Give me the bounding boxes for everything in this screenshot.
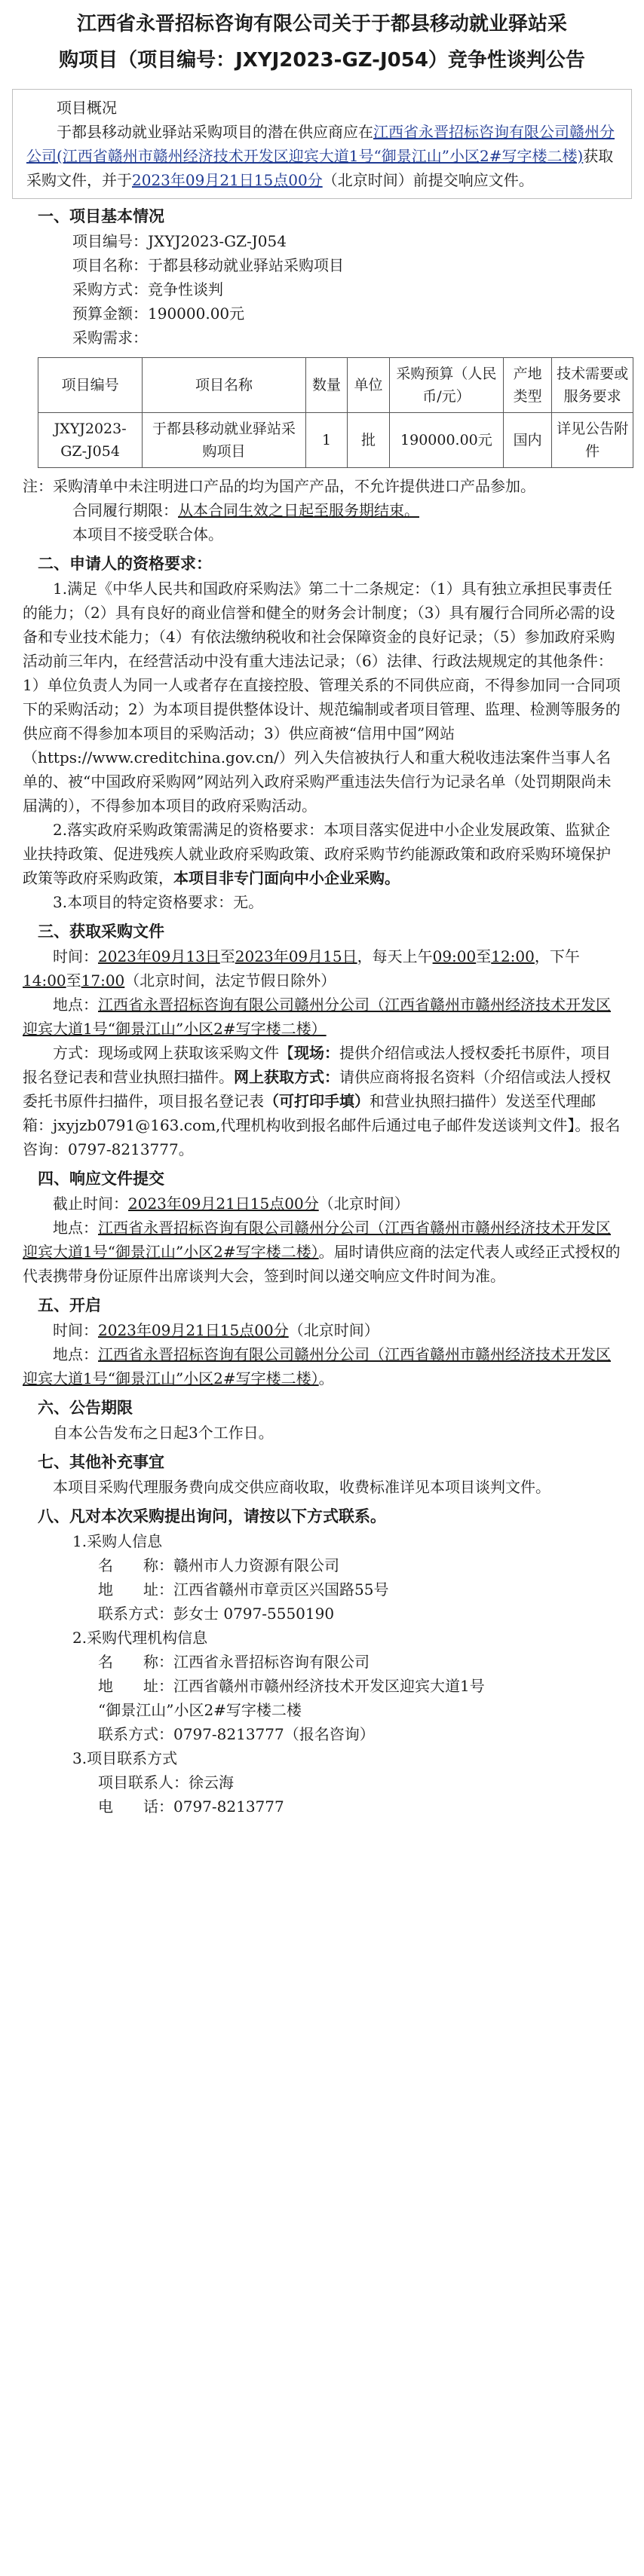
table-cell: 于都县移动就业驿站采购项目 bbox=[143, 413, 306, 468]
section-contacts bbox=[0, 1504, 644, 1819]
notice-period-text: 自本公告发布之日起3个工作日。 bbox=[53, 1424, 274, 1442]
buyer-name: 名 称：赣州市人力资源有限公司 bbox=[98, 1556, 339, 1574]
overview-place: 江西省永晋招标咨询有限公司赣州分公司(江西省赣州市赣州经济技术开发区迎宾大道1号“御景江山”小区2#写字楼二楼) bbox=[26, 123, 615, 165]
table-header-row bbox=[38, 358, 633, 413]
col-header: 采购预算（人民币/元） bbox=[389, 358, 503, 413]
place-value: 江西省永晋招标咨询有限公司赣州分公司（江西省赣州市赣州经济技术开发区迎宾大道1号“御景江山”小区2#写字楼二楼） bbox=[23, 996, 611, 1038]
text: 网上获取方式： bbox=[234, 1068, 339, 1086]
qualification-item-3: 3.本项目的特定资格要求：无。 bbox=[53, 893, 264, 911]
text: 请供应商将报名资料（介绍信或法人授权委托书原件扫描件，项目报名登记表 bbox=[23, 1068, 611, 1110]
overview-text-b: 获取采购文件，并于 bbox=[26, 147, 614, 189]
section-opening bbox=[0, 1293, 644, 1390]
table-cell: JXYJ2023-GZ-J054 bbox=[38, 413, 143, 468]
section-basic-info bbox=[0, 203, 644, 546]
text: 方式：现场或网上获取该采购文件【 bbox=[53, 1044, 294, 1062]
section-obtain-documents bbox=[0, 919, 644, 1161]
text: （可打印手填） bbox=[264, 1092, 370, 1110]
agent-label: 2.采购代理机构信息 bbox=[72, 1629, 208, 1647]
buyer-address: 地 址：江西省赣州市章贡区兴国路55号 bbox=[98, 1580, 389, 1599]
section-qualification bbox=[0, 551, 644, 914]
buyer-contact: 联系方式：彭女士 0797-5550190 bbox=[98, 1605, 335, 1623]
text: （北京时间，法定节假日除外） bbox=[124, 971, 336, 990]
text: 至 bbox=[219, 947, 235, 965]
col-header: 项目编号 bbox=[38, 358, 143, 413]
project-contact-label: 3.项目联系方式 bbox=[72, 1749, 178, 1767]
table-cell: 国内 bbox=[504, 413, 552, 468]
budget-amount: 预算金额：190000.00元 bbox=[72, 304, 245, 323]
text: 现场： bbox=[294, 1044, 339, 1062]
place-value: 江西省永晋招标咨询有限公司赣州分公司（江西省赣州市赣州经济技术开发区迎宾大道1号“御景江山”小区2#写字楼二楼） bbox=[23, 1219, 611, 1261]
text: ，每天上午 bbox=[357, 947, 433, 965]
text: （北京时间） bbox=[288, 1321, 379, 1339]
procurement-needs-label: 采购需求： bbox=[72, 329, 148, 347]
submission-deadline bbox=[23, 1192, 621, 1216]
section-heading: 六、公告期限 bbox=[38, 1399, 133, 1417]
col-header: 产地类型 bbox=[504, 358, 552, 413]
text: （北京时间） bbox=[318, 1195, 409, 1213]
afternoon-start: 14:00 bbox=[23, 971, 66, 990]
agent-address: 地 址：江西省赣州市赣州经济技术开发区迎宾大道1号 bbox=[98, 1677, 485, 1695]
afternoon-end: 17:00 bbox=[81, 971, 125, 990]
text: 至 bbox=[476, 947, 492, 965]
procurement-method: 采购方式：竞争性谈判 bbox=[72, 280, 223, 298]
obtain-time-label: 时间： bbox=[53, 947, 98, 965]
section-other bbox=[0, 1449, 644, 1499]
place-label: 地点： bbox=[53, 996, 98, 1014]
col-header: 技术需要或服务要求 bbox=[552, 358, 633, 413]
text: 。届时请供应商的法定代表人或经正式授权的代表携带身份证原件出席谈判大会，签到时间以递交响应文件时间为准。 bbox=[23, 1243, 621, 1285]
table-row bbox=[38, 413, 633, 468]
contract-period-label: 合同履行期限： bbox=[72, 501, 178, 519]
place-value: 江西省永晋招标咨询有限公司赣州分公司（江西省赣州市赣州经济技术开发区迎宾大道1号“御景江山”小区2#写字楼二楼） bbox=[23, 1345, 611, 1387]
opening-time-value: 2023年09月21日15点00分 bbox=[98, 1321, 289, 1339]
project-overview-box bbox=[12, 89, 632, 199]
project-number: 项目编号：JXYJ2023-GZ-J054 bbox=[72, 232, 287, 250]
contract-period-value: 从本合同生效之日起至服务期结束。 bbox=[178, 501, 419, 519]
text: 时间： bbox=[53, 1321, 98, 1339]
table-cell: 批 bbox=[348, 413, 390, 468]
col-header: 数量 bbox=[305, 358, 348, 413]
morning-start: 09:00 bbox=[432, 947, 477, 965]
page-title bbox=[0, 0, 644, 78]
text: 。 bbox=[318, 1369, 334, 1387]
title-line-2: 购项目（项目编号：JXYJ2023-GZ-J054）竞争性谈判公告 bbox=[59, 49, 585, 72]
consortium-note: 本项目不接受联合体。 bbox=[72, 525, 223, 543]
obtain-time bbox=[23, 944, 621, 993]
project-contact-person: 项目联系人：徐云海 bbox=[98, 1773, 234, 1791]
section-heading: 五、开启 bbox=[38, 1296, 101, 1314]
qualification-item-1: 1.满足《中华人民共和国政府采购法》第二十二条规定：（1）具有独立承担民事责任的能力；（2）具有良好的商业信誉和健全的财务会计制度；（3）具有履行合同所必需的设备和专业技术能力；（4）有依法缴纳税收和社会保障资金的良好记录；（5）参加政府采购活动前三年内，在经营活动中没有重大违法记录；（6）法律、行政法规规定的其他条件：1）单位负责人为同一人或者存在直接控股、管理关系的不同供应商，不得参加同一合同项下的采购活动；2）为本项目提供整体设计、规范编制或者项目管理、监理、检测等服务的供应商不得参加本项目的采购活动；3）供应商被“信用中国”网站（https://www.creditchina.gov.cn/）列入失信被执行人和重大税收违法案件当事人名单的、被“中国政府采购网”网站列入政府采购严重违法失信行为记录名单（处罚期限尚未届满的），不得参加本项目的政府采购活动。 bbox=[23, 580, 621, 815]
opening-place bbox=[23, 1342, 621, 1390]
overview-text-c: （北京时间）前提交响应文件。 bbox=[322, 171, 534, 189]
section-submission bbox=[0, 1166, 644, 1288]
place-label: 地点： bbox=[53, 1219, 98, 1237]
overview-text bbox=[26, 120, 618, 192]
text: 和营业执照扫描件）发送至代理邮箱：jxyjzb0791@163.com,代理机构收到报名邮件后通过电子邮件发送谈判文件】。报名咨询：0797-8213777。 bbox=[23, 1092, 621, 1158]
table-cell: 190000.00元 bbox=[389, 413, 503, 468]
title-line-1: 江西省永晋招标咨询有限公司关于于都县移动就业驿站采 bbox=[76, 13, 567, 35]
overview-deadline: 2023年09月21日15点00分 bbox=[132, 171, 323, 189]
obtain-method bbox=[23, 1041, 621, 1161]
agent-address-cont: “御景江山”小区2#写字楼二楼 bbox=[98, 1701, 302, 1719]
col-header: 单位 bbox=[348, 358, 390, 413]
section-heading: 八、凡对本次采购提出询问，请按以下方式联系。 bbox=[38, 1507, 386, 1525]
morning-end: 12:00 bbox=[491, 947, 535, 965]
agent-contact: 联系方式：0797-8213777（报名咨询） bbox=[98, 1725, 375, 1743]
overview-label: 项目概况 bbox=[57, 99, 117, 117]
buyer-label: 1.采购人信息 bbox=[72, 1532, 163, 1550]
text: 至 bbox=[66, 971, 81, 990]
import-note: 注：采购清单中未注明进口产品的均为国产产品，不允许提供进口产品参加。 bbox=[23, 477, 535, 495]
table-cell: 详见公告附件 bbox=[552, 413, 633, 468]
agent-name: 名 称：江西省永晋招标咨询有限公司 bbox=[98, 1653, 370, 1671]
text: ，下午 bbox=[534, 947, 580, 965]
section-heading: 一、项目基本情况 bbox=[38, 207, 164, 225]
project-contact-phone: 电 话：0797-8213777 bbox=[98, 1797, 284, 1816]
section-heading: 七、其他补充事宜 bbox=[38, 1453, 164, 1471]
section-heading: 三、获取采购文件 bbox=[38, 922, 164, 941]
deadline-value: 2023年09月21日15点00分 bbox=[128, 1195, 319, 1213]
text: 截止时间： bbox=[53, 1195, 128, 1213]
other-text: 本项目采购代理服务费向成交供应商收取，收费标准详见本项目谈判文件。 bbox=[53, 1478, 550, 1496]
section-heading: 二、申请人的资格要求： bbox=[38, 555, 212, 573]
qualification-item-2 bbox=[23, 818, 621, 890]
submission-place bbox=[23, 1216, 621, 1288]
opening-time bbox=[23, 1318, 621, 1342]
requirements-table bbox=[38, 357, 633, 468]
table-cell: 1 bbox=[305, 413, 348, 468]
col-header: 项目名称 bbox=[143, 358, 306, 413]
qualification-item-2-bold: 本项目非专门面向中小企业采购。 bbox=[173, 869, 400, 887]
section-notice-period bbox=[0, 1395, 644, 1445]
place-label: 地点： bbox=[53, 1345, 98, 1363]
obtain-start-date: 2023年09月13日 bbox=[98, 947, 220, 965]
text: 提供介绍信或法人授权委托书原件，项目报名登记表和营业执照扫描件。 bbox=[23, 1044, 611, 1086]
project-name: 项目名称：于都县移动就业驿站采购项目 bbox=[72, 256, 344, 274]
obtain-place bbox=[23, 993, 621, 1041]
contract-period bbox=[23, 498, 621, 522]
section-heading: 四、响应文件提交 bbox=[38, 1170, 164, 1188]
obtain-end-date: 2023年09月15日 bbox=[235, 947, 357, 965]
overview-text-a: 于都县移动就业驿站采购项目的潜在供应商应在 bbox=[57, 123, 373, 141]
qualification-item-2-text: 2.落实政府采购政策需满足的资格要求：本项目落实促进中小企业发展政策、监狱企业扶持政策、促进残疾人就业政府采购政策、政府采购节约能源政策和政府采购环境保护政策等政府采购政策， bbox=[23, 821, 611, 887]
